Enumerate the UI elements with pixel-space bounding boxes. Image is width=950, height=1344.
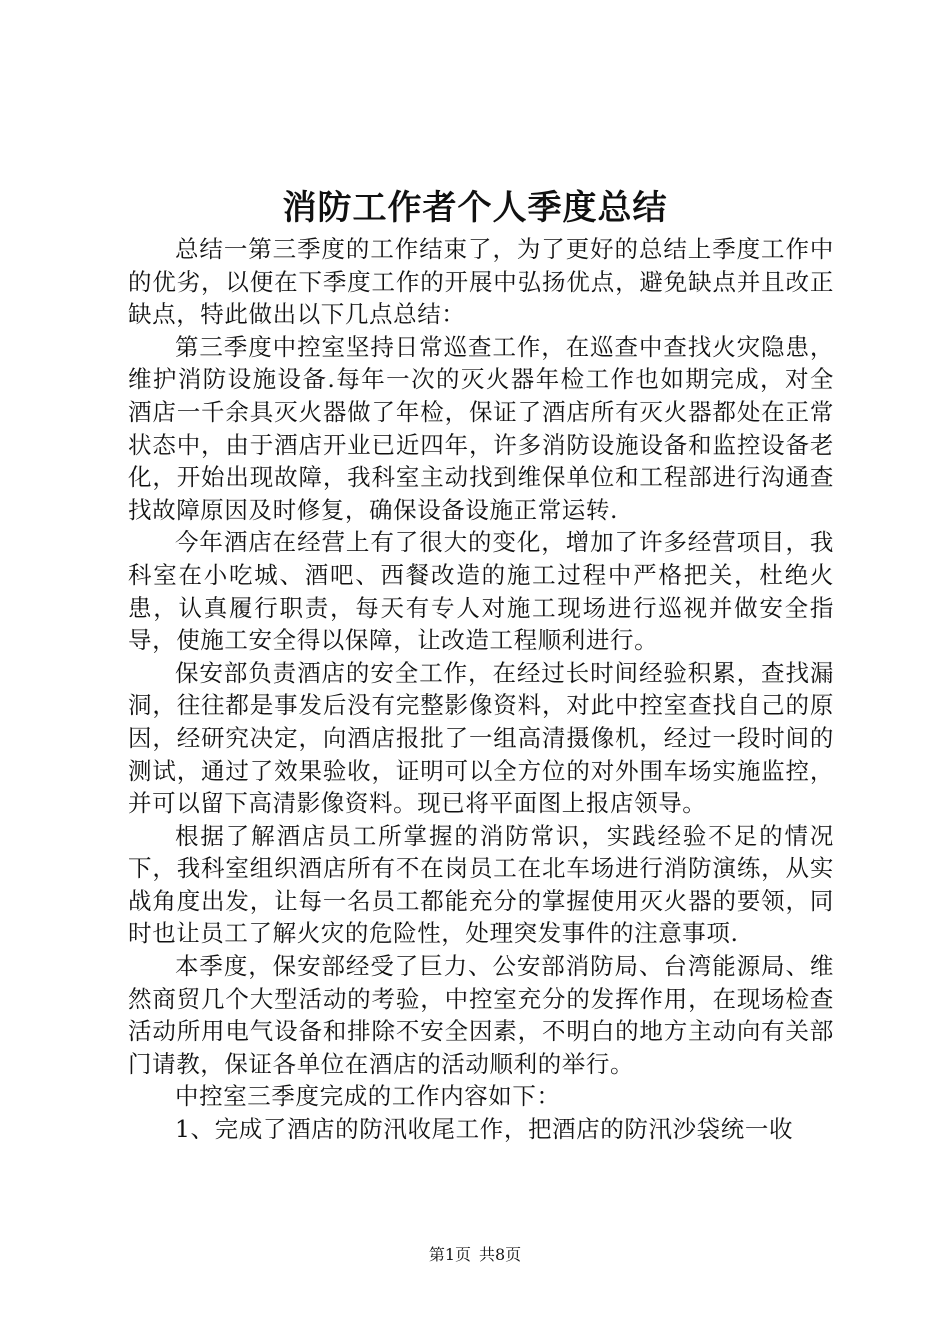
document-title: 消防工作者个人季度总结 [282,188,668,228]
paragraph-events: 本季度，保安部经受了巨力、公安部消防局、台湾能源局、维然商贸几个大型活动的考验，中控室充分的发挥作用，在现场检查活动所用电气设备和排除不安全因素，不明白的地方主动向有关部门请教，保证各单位在酒店的活动顺利的举行。 [128,952,834,1078]
paragraph-surveillance: 保安部负责酒店的安全工作，在经过长时间经验积累，查找漏洞，往往都是事发后没有完整影像资料，对此中控室查找自己的原因，经研究决定，向酒店报批了一组高清摄像机，经过一段时间的测试，通过了效果验收，证明可以全方位的对外围车场实施监控，并可以留下高清影像资料。现已将平面图上报店领导。 [128,658,834,818]
paragraph-inspection: 第三季度中控室坚持日常巡查工作，在巡查中查找火灾隐患，维护消防设施设备.每年一次的灭火器年检工作也如期完成，对全酒店一千余具灭火器做了年检，保证了酒店所有灭火器都处在正常状态中，由于酒店开业已近四年，许多消防设施设备和监控设备老化，开始出现故障，我科室主动找到维保单位和工程部进行沟通查找故障原因及时修复，确保设备设施正常运转. [128,332,834,524]
page-footer [0,1244,950,1266]
paragraph-intro: 总结一第三季度的工作结束了，为了更好的总结上季度工作中的优劣，以便在下季度工作的开展中弘扬优点，避免缺点并且改正缺点，特此做出以下几点总结： [128,235,834,329]
page-total: 共8页 [479,1245,522,1264]
paragraph-renovation: 今年酒店在经营上有了很大的变化，增加了许多经营项目，我科室在小吃城、酒吧、西餐改造的施工过程中严格把关，杜绝火患，认真履行职责，每天有专人对施工现场进行巡视并做安全指导，使施工安全得以保障，让改造工程顺利进行。 [128,528,834,655]
page-number: 第1页 [428,1245,471,1264]
paragraph-work-list-heading: 中控室三季度完成的工作内容如下： [175,1082,561,1111]
document-body [128,233,834,1146]
paragraph-work-item-1: 1、完成了酒店的防汛收尾工作，把酒店的防汛沙袋统一收 [175,1115,794,1144]
paragraph-fire-drill: 根据了解酒店员工所掌握的消防常识，实践经验不足的情况下，我科室组织酒店所有不在岗员工在北车场进行消防演练，从实战角度出发，让每一名员工都能充分的掌握使用灭火器的要领，同时也让员工了解火灾的危险性，处理突发事件的注意事项. [128,821,834,948]
